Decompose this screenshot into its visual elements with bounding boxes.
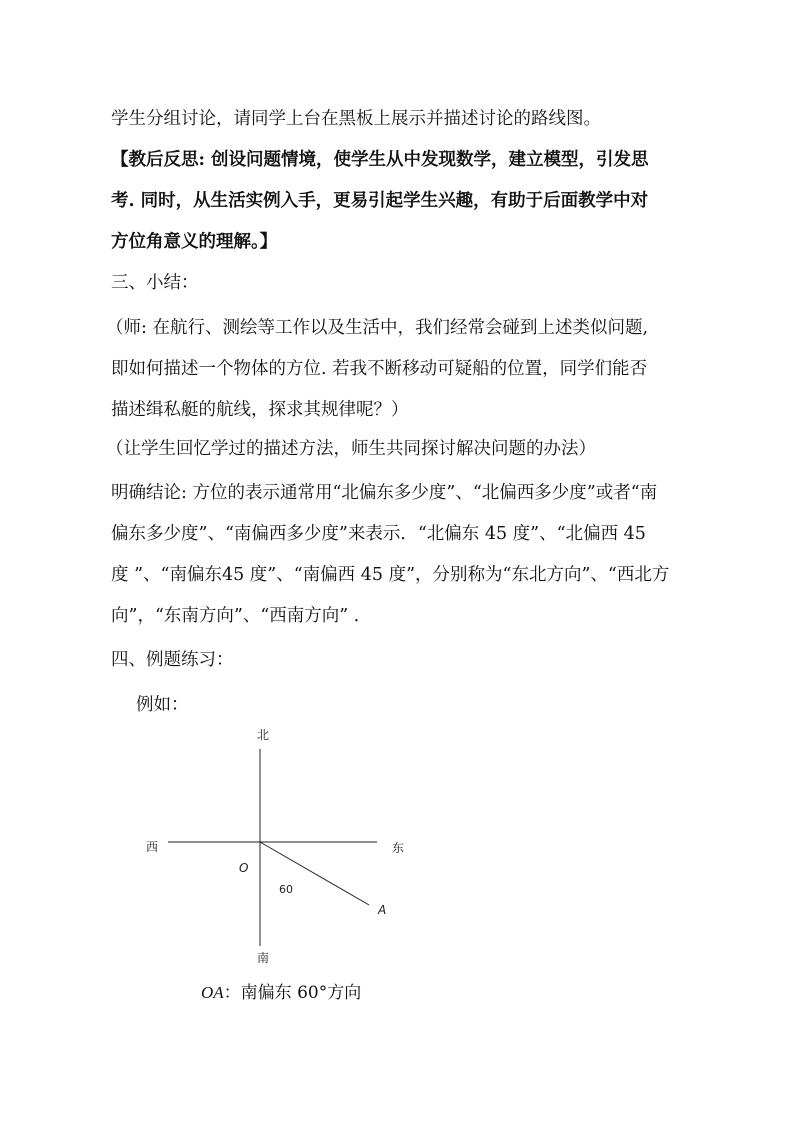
reflection-line-2: 考. 同时，从生活实例入手，更易引起学生兴趣，有助于后面教学中对 (111, 191, 649, 211)
north-label: 北 (256, 728, 270, 742)
conclusion-line-4: 向”，“东南方向”、“西南方向” ． (111, 606, 372, 626)
angle-label: 60 (279, 883, 293, 896)
section-3-title: 三、小结： (111, 273, 199, 293)
origin-label: O (239, 861, 249, 875)
ray-oa (260, 842, 369, 905)
student-note: （让学生回忆学过的描述方法，师生共同探讨解决问题的办法） (106, 439, 596, 459)
teacher-note-line-1: （师: 在航行、测绘等工作以及生活中，我们经常会碰到上述类似问题, (106, 318, 649, 338)
reflection-line-3: 方位角意义的理解。】 (111, 232, 278, 252)
south-label: 南 (256, 951, 270, 965)
conclusion-line-2: 偏东多少度”、“南偏西多少度”来表示．“北偏东 45 度”、“北偏西 45 (111, 524, 646, 544)
conclusion-line-3: 度 ”、“南偏东45 度”、“南偏西 45 度”，分别称为“东北方向”、“西北方 (111, 565, 670, 585)
east-label: 东 (391, 841, 405, 855)
teacher-note-line-3: 描述缉私艇的航线，探求其规律呢？） (111, 400, 409, 420)
teacher-note-line-2: 即如何描述一个物体的方位. 若我不断移动可疑船的位置，同学们能否 (111, 359, 648, 379)
example-label: 例如： (136, 695, 189, 715)
direction-diagram (130, 722, 420, 972)
section-4-title: 四、例题练习： (111, 650, 234, 670)
caption-text: ：南偏东 60°方向 (223, 983, 362, 1003)
conclusion-line-1: 明确结论: 方位的表示通常用“北偏东多少度”、“北偏西多少度”或者“南 (111, 483, 658, 503)
diagram-caption (201, 982, 361, 1004)
caption-segment: OA (201, 983, 224, 1002)
west-label: 西 (145, 840, 159, 854)
intro-line: 学生分组讨论，请同学上台在黑板上展示并描述讨论的路线图。 (111, 109, 601, 129)
point-a-label: A (378, 903, 387, 917)
reflection-line-1: 【教后反思: 创设问题情境，使学生从中发现数学，建立模型，引发思 (111, 150, 649, 170)
